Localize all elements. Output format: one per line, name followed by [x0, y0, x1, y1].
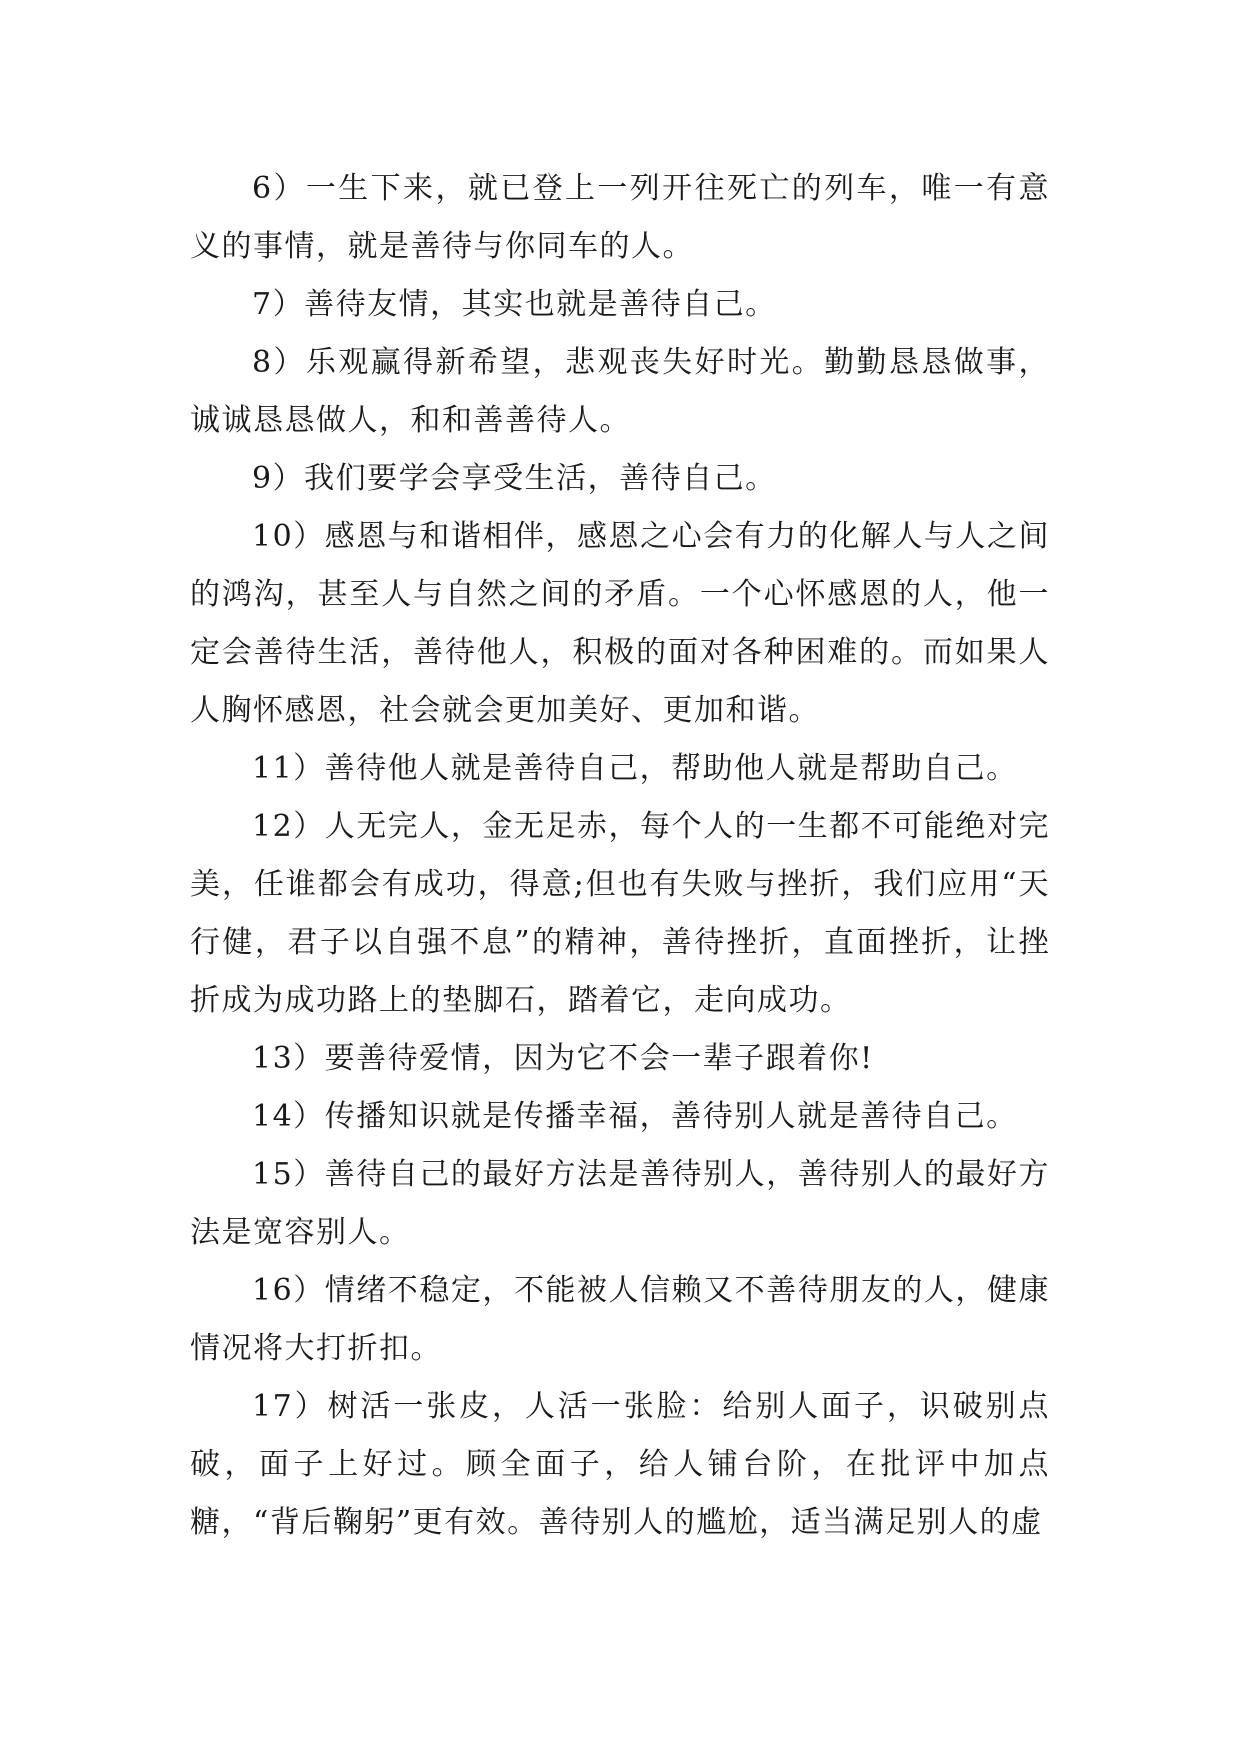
- paragraph-13: 13）要善待爱情，因为它不会一辈子跟着你!: [252, 1041, 874, 1076]
- paragraph-6: 6）一生下来，就已登上一列开往死亡的列车，唯一有意义的事情，就是善待与你同车的人。: [190, 171, 1050, 264]
- paragraph-17: 17）树活一张皮，人活一张脸：给别人面子，识破别点破，面子上好过。顾全面子，给人铺台阶，在批评中加点糖，“背后鞠躬”更有效。善待别人的尴尬，适当满足别人的虚: [190, 1389, 1050, 1540]
- paragraph-16: 16）情绪不稳定，不能被人信赖又不善待朋友的人，健康情况将大打折扣。: [190, 1273, 1050, 1366]
- paragraph-10: 10）感恩与和谐相伴，感恩之心会有力的化解人与人之间的鸿沟，甚至人与自然之间的矛盾。一个心怀感恩的人，他一定会善待生活，善待他人，积极的面对各种困难的。而如果人人胸怀感恩，社会就会更加美好、更加和谐。: [190, 519, 1050, 728]
- paragraph-15: 15）善待自己的最好方法是善待别人，善待别人的最好方法是宽容别人。: [190, 1157, 1050, 1250]
- paragraph-7: 7）善待友情，其实也就是善待自己。: [252, 287, 777, 322]
- paragraph-11: 11）善待他人就是善待自己，帮助他人就是帮助自己。: [252, 751, 1018, 786]
- document-body: [190, 160, 1050, 1552]
- paragraph-14: 14）传播知识就是传播幸福，善待别人就是善待自己。: [252, 1099, 1018, 1134]
- paragraph-8: 8）乐观赢得新希望，悲观丧失好时光。勤勤恳恳做事，诚诚恳恳做人，和和善善待人。: [190, 345, 1050, 438]
- paragraph-12: 12）人无完人，金无足赤，每个人的一生都不可能绝对完美，任谁都会有成功，得意;但也有失败与挫折，我们应用“天行健，君子以自强不息”的精神，善待挫折，直面挫折，让挫折成为成功路上的垫脚石，踏着它，走向成功。: [190, 809, 1050, 1018]
- paragraph-9: 9）我们要学会享受生活，善待自己。: [252, 461, 777, 496]
